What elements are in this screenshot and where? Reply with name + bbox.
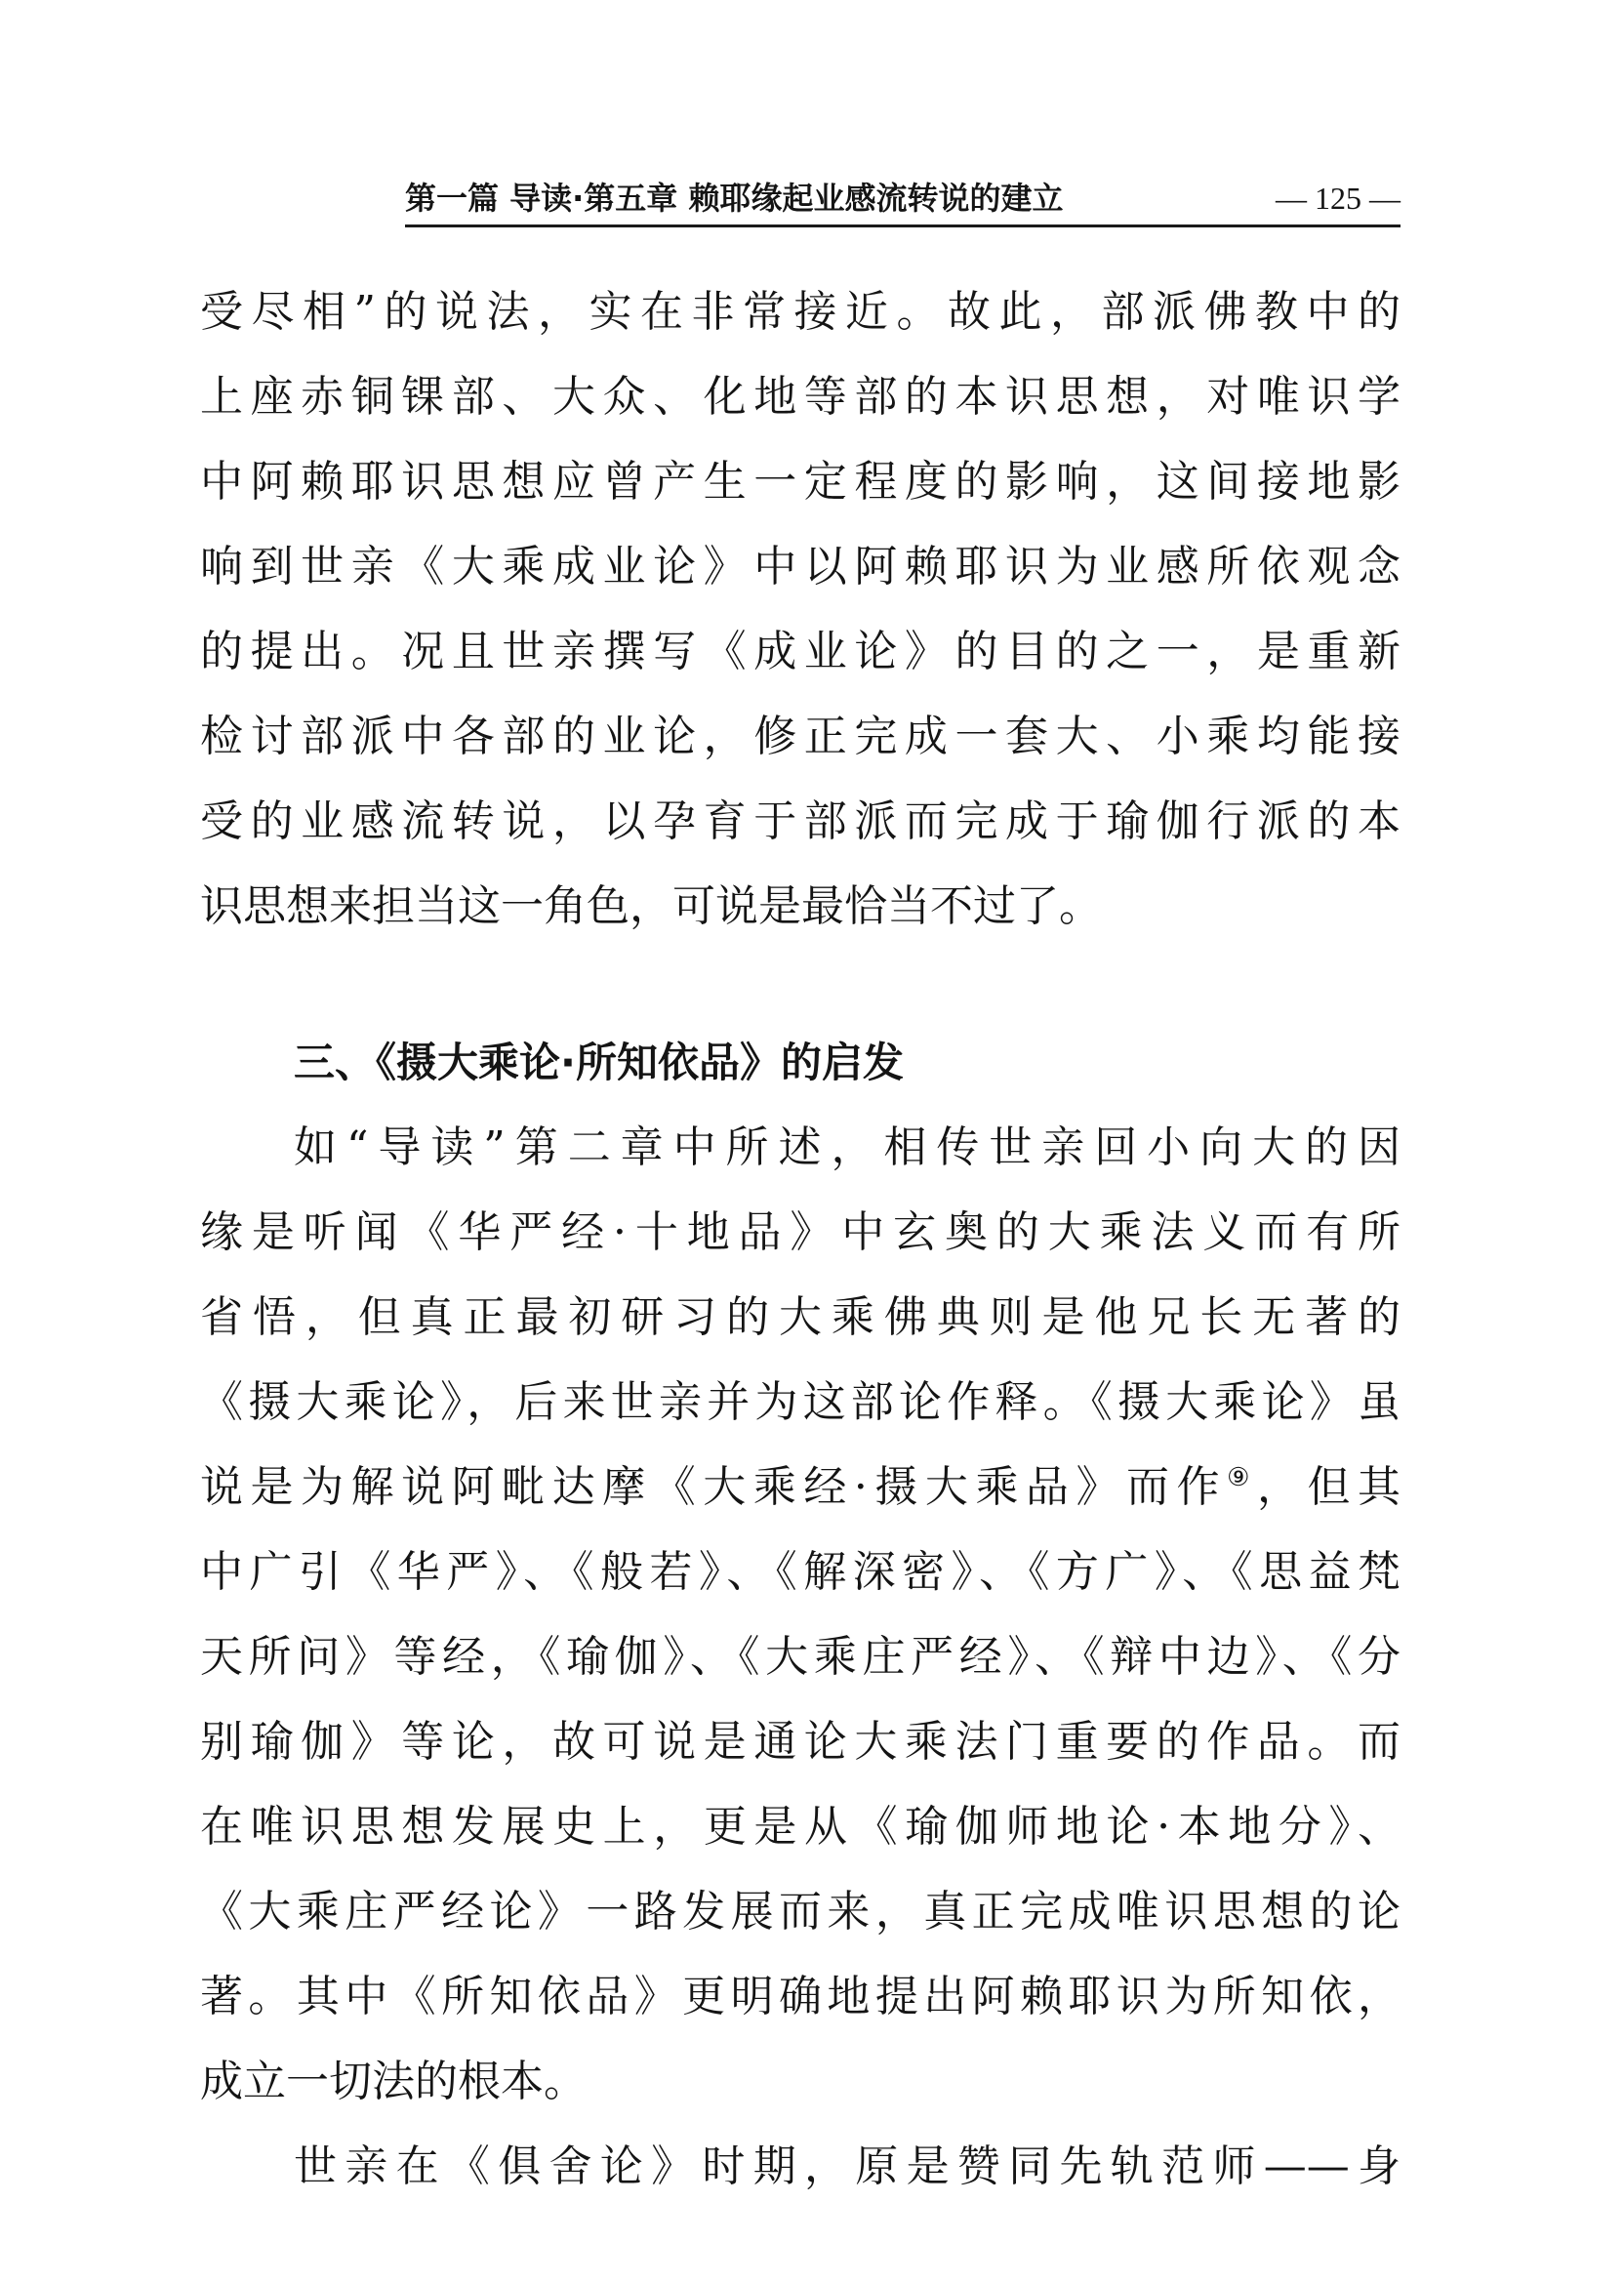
text-line: 响到世亲《大乘成业论》中以阿赖耶识为业感所依观念	[200, 542, 1401, 591]
text-line: 成立一切法的根本。	[200, 2057, 587, 2106]
text-line: 中阿赖耶识思想应曾产生一定程度的影响，这间接地影	[200, 457, 1401, 507]
page-number: — 125 —	[1276, 181, 1401, 216]
paragraph-2	[200, 1105, 1401, 2124]
section-heading: 三、《摄大乘论·所知依品》的启发	[294, 1039, 904, 1086]
header-rule	[405, 224, 1401, 227]
text-line: 的提出。况且世亲撰写《成业论》的目的之一，是重新	[200, 627, 1401, 676]
text-line: 受的业感流转说，以孕育于部派而完成于瑜伽行派的本	[200, 796, 1401, 846]
text-line: 著。其中《所知依品》更明确地提出阿赖耶识为所知依，	[200, 1972, 1401, 2021]
text-line: 《摄大乘论》，后来世亲并为这部论作释。《摄大乘论》虽	[200, 1377, 1401, 1427]
text-line: 识思想来担当这一角色，可说是最恰当不过了。	[200, 881, 1102, 931]
text-line: 在唯识思想发展史上，更是从《瑜伽师地论·本地分》、	[200, 1802, 1401, 1852]
paragraph-1	[200, 269, 1401, 949]
text-line: 受尽相”的说法，实在非常接近。故此，部派佛教中的	[200, 287, 1401, 337]
text-line: 别瑜伽》等论，故可说是通论大乘法门重要的作品。而	[200, 1717, 1401, 1767]
footnote-marker: ⑨	[1227, 1463, 1257, 1492]
text-line: 中广引《华严》、《般若》、《解深密》、《方广》、《思益梵	[200, 1547, 1401, 1597]
text-line-part: ，但其	[1256, 1462, 1401, 1512]
text-line: 上座赤铜锞部、大众、化地等部的本识思想，对唯识学	[200, 372, 1401, 422]
paragraph-3	[200, 2124, 1401, 2209]
running-title: 第一篇 导读·第五章 赖耶缘起业感流转说的建立	[405, 180, 1064, 217]
text-line: 省悟，但真正最初研习的大乘佛典则是他兄长无著的	[200, 1292, 1401, 1342]
text-line: 检讨部派中各部的业论，修正完成一套大、小乘均能接	[200, 712, 1401, 761]
text-line-with-footnote	[200, 1445, 1401, 1529]
text-line: 天所问》等经，《瑜伽》、《大乘庄严经》、《辩中边》、《分	[200, 1632, 1401, 1682]
text-line: 缘是听闻《华严经·十地品》中玄奥的大乘法义而有所	[200, 1207, 1401, 1257]
text-line: 世亲在《俱舍论》时期，原是赞同先轨范师——身	[294, 2141, 1401, 2191]
text-line: 《大乘庄严经论》一路发展而来，真正完成唯识思想的论	[200, 1887, 1401, 1937]
text-line-part: 说是为解说阿毗达摩《大乘经·摄大乘品》而作	[200, 1462, 1228, 1512]
text-line: 如“导读”第二章中所述，相传世亲回小向大的因	[294, 1122, 1401, 1172]
running-header	[405, 174, 1401, 223]
